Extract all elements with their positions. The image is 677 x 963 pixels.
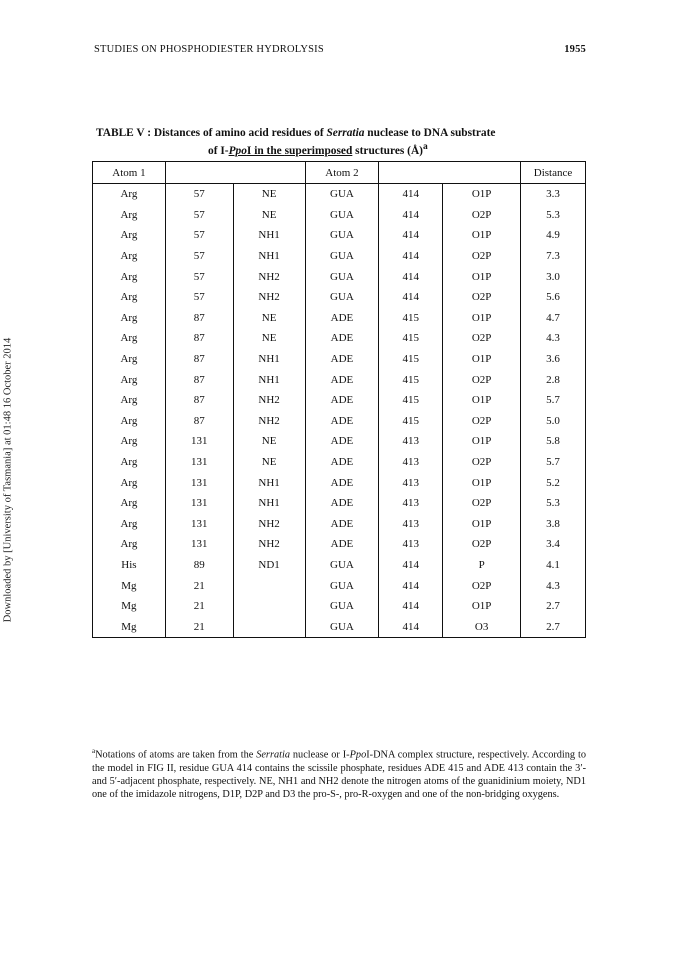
cell-residue-1: Mg [93,616,166,637]
cell-residue-2: GUA [305,246,379,267]
cell-residue-1-number: 57 [165,266,233,287]
running-head-title: STUDIES ON PHOSPHODIESTER HYDROLYSIS [94,44,324,55]
table-row [93,184,586,205]
caption-line2-mid: I in the [246,144,285,157]
cell-distance: 3.3 [521,184,586,205]
cell-residue-2-number: 415 [379,308,443,329]
cell-residue-2: GUA [305,287,379,308]
table-row [93,534,586,555]
cell-atom-1 [233,596,305,617]
cell-atom-1: NH1 [233,246,305,267]
cell-residue-2-number: 415 [379,328,443,349]
cell-atom-2: O1P [443,514,521,535]
cell-residue-2-number: 415 [379,349,443,370]
table-row [93,452,586,473]
cell-residue-1: Arg [93,390,166,411]
cell-residue-2-number: 414 [379,266,443,287]
cell-residue-2: GUA [305,616,379,637]
footnote-part-2: nuclease or I- [289,749,350,761]
cell-distance: 5.3 [521,493,586,514]
cell-residue-2-number: 414 [379,575,443,596]
cell-residue-2: GUA [305,184,379,205]
cell-residue-2: GUA [305,596,379,617]
footnote-enzyme: Ppo [349,749,367,761]
footnote-part-3: I-DNA complex structure, respectively. According to the model in FIG II, residue GUA 414 contains the scissile phosphate, residues ADE 415 and ADE 413 contain the 3′- and 5′-adjacent phosphate, respectively. NE, NH1 and NH2 denote the nitrogen atoms of the guanidinium moiety, ND1 one of the imidazole nitrogens, D1P, D2P and D3 the pro-S-, pro-R-oxygen and one of the non-bridging oxygens. [92,749,587,800]
cell-residue-1-number: 87 [165,349,233,370]
table-row [93,555,586,576]
cell-residue-1-number: 57 [165,246,233,267]
cell-residue-1: Arg [93,411,166,432]
cell-atom-1 [233,616,305,637]
cell-atom-2: O1P [443,225,521,246]
cell-residue-2: ADE [305,452,379,473]
cell-residue-2-number: 414 [379,246,443,267]
cell-distance: 2.7 [521,596,586,617]
cell-residue-2: ADE [305,431,379,452]
cell-atom-1: NH2 [233,266,305,287]
cell-distance: 4.3 [521,575,586,596]
table-row [93,266,586,287]
cell-residue-1-number: 57 [165,287,233,308]
cell-distance: 7.3 [521,246,586,267]
cell-residue-1: Arg [93,308,166,329]
header-distance: Distance [521,162,586,184]
cell-residue-2: ADE [305,534,379,555]
cell-residue-2-number: 413 [379,534,443,555]
cell-distance: 3.6 [521,349,586,370]
cell-distance: 5.6 [521,287,586,308]
cell-atom-1: NE [233,431,305,452]
caption-line-2 [96,140,596,158]
cell-residue-2-number: 414 [379,287,443,308]
table-row [93,493,586,514]
cell-residue-1-number: 87 [165,390,233,411]
cell-residue-1: Arg [93,452,166,473]
cell-residue-2: GUA [305,266,379,287]
cell-atom-1: ND1 [233,555,305,576]
cell-residue-2-number: 414 [379,555,443,576]
cell-atom-1: NH1 [233,493,305,514]
cell-atom-2: O2P [443,369,521,390]
cell-residue-1: Arg [93,246,166,267]
cell-atom-2: O1P [443,596,521,617]
header-atom-2: Atom 2 [305,162,379,184]
cell-residue-2-number: 415 [379,390,443,411]
cell-atom-1: NE [233,452,305,473]
cell-atom-1: NE [233,308,305,329]
cell-distance: 5.3 [521,205,586,226]
cell-atom-2: O2P [443,328,521,349]
table-row [93,225,586,246]
cell-residue-1-number: 87 [165,411,233,432]
cell-residue-1: Arg [93,369,166,390]
cell-residue-1: Arg [93,514,166,535]
cell-residue-1-number: 131 [165,452,233,473]
cell-residue-1-number: 89 [165,555,233,576]
cell-distance: 5.2 [521,472,586,493]
table-row [93,205,586,226]
cell-atom-2: O2P [443,575,521,596]
cell-atom-1: NH1 [233,225,305,246]
cell-residue-2: ADE [305,411,379,432]
cell-residue-2-number: 414 [379,225,443,246]
cell-atom-2: O2P [443,205,521,226]
caption-line2-suffix: structures (Å) [352,144,423,157]
cell-atom-1: NH2 [233,287,305,308]
header-blank-1 [165,162,305,184]
cell-atom-2: O1P [443,390,521,411]
table-row [93,575,586,596]
cell-residue-1-number: 131 [165,493,233,514]
caption-footnote-marker: a [422,142,428,152]
cell-residue-1: Arg [93,205,166,226]
cell-residue-2: ADE [305,328,379,349]
cell-atom-1: NH1 [233,369,305,390]
caption-line2-underlined: superimposed [284,144,353,157]
cell-residue-2-number: 414 [379,616,443,637]
table-row [93,514,586,535]
cell-residue-2: ADE [305,390,379,411]
header-blank-2 [379,162,521,184]
cell-residue-2-number: 413 [379,472,443,493]
cell-residue-2: ADE [305,349,379,370]
cell-atom-1: NH2 [233,411,305,432]
cell-distance: 4.1 [521,555,586,576]
cell-residue-2: GUA [305,225,379,246]
cell-distance: 2.7 [521,616,586,637]
cell-residue-2: ADE [305,369,379,390]
cell-residue-2: GUA [305,555,379,576]
cell-residue-2: ADE [305,472,379,493]
cell-distance: 5.7 [521,452,586,473]
cell-atom-1: NH2 [233,390,305,411]
cell-atom-2: O1P [443,472,521,493]
cell-atom-2: O2P [443,246,521,267]
cell-distance: 3.0 [521,266,586,287]
cell-distance: 4.9 [521,225,586,246]
cell-residue-1: Arg [93,349,166,370]
table-row [93,246,586,267]
caption-line-1 [96,126,596,140]
cell-distance: 4.7 [521,308,586,329]
cell-atom-2: O2P [443,452,521,473]
cell-residue-1-number: 21 [165,616,233,637]
cell-residue-2-number: 413 [379,431,443,452]
cell-residue-2-number: 413 [379,452,443,473]
table-row [93,390,586,411]
cell-residue-2-number: 413 [379,514,443,535]
table-row [93,411,586,432]
cell-residue-2-number: 415 [379,369,443,390]
cell-residue-2: ADE [305,514,379,535]
footnote-marker: a [92,747,96,755]
caption-organism: Serratia [326,127,365,139]
cell-residue-2-number: 413 [379,493,443,514]
cell-residue-1: Arg [93,184,166,205]
table-caption [96,126,596,158]
cell-atom-1: NE [233,184,305,205]
cell-distance: 3.8 [521,514,586,535]
table-row [93,287,586,308]
caption-line2-prefix: of I- [208,144,229,157]
cell-atom-2: O1P [443,431,521,452]
cell-residue-1: Arg [93,431,166,452]
caption-enzyme: Ppo [228,144,247,157]
cell-atom-2: O1P [443,266,521,287]
cell-residue-1: Arg [93,328,166,349]
cell-atom-2: O1P [443,349,521,370]
cell-atom-1: NH1 [233,349,305,370]
cell-atom-2: O2P [443,411,521,432]
cell-residue-2-number: 414 [379,596,443,617]
cell-distance: 5.8 [521,431,586,452]
cell-residue-1: Mg [93,575,166,596]
cell-distance: 4.3 [521,328,586,349]
cell-atom-1: NH2 [233,534,305,555]
cell-atom-2: O3 [443,616,521,637]
cell-atom-1: NE [233,328,305,349]
table-row [93,431,586,452]
table-body [93,184,586,638]
page-number: 1955 [564,44,586,55]
cell-residue-2: ADE [305,493,379,514]
cell-residue-1-number: 57 [165,225,233,246]
cell-residue-2-number: 414 [379,184,443,205]
cell-distance: 5.0 [521,411,586,432]
cell-residue-1-number: 131 [165,534,233,555]
footnote-organism: Serratia [256,749,290,761]
cell-distance: 3.4 [521,534,586,555]
cell-residue-1-number: 57 [165,205,233,226]
cell-residue-1: Arg [93,225,166,246]
cell-residue-1-number: 21 [165,575,233,596]
caption-after-organism: nuclease to DNA substrate [364,127,496,139]
cell-residue-2: ADE [305,308,379,329]
table-row [93,472,586,493]
cell-atom-2: O2P [443,493,521,514]
cell-atom-2: P [443,555,521,576]
cell-residue-1: His [93,555,166,576]
distance-table [92,161,586,638]
cell-distance: 2.8 [521,369,586,390]
cell-residue-2: GUA [305,575,379,596]
cell-residue-2: GUA [305,205,379,226]
cell-residue-1: Mg [93,596,166,617]
table-row [93,616,586,637]
cell-residue-1: Arg [93,534,166,555]
cell-atom-1: NE [233,205,305,226]
table-row [93,596,586,617]
cell-atom-2: O1P [443,184,521,205]
cell-distance: 5.7 [521,390,586,411]
cell-residue-2-number: 415 [379,411,443,432]
cell-residue-1: Arg [93,493,166,514]
header-atom-1: Atom 1 [93,162,166,184]
cell-residue-1-number: 131 [165,431,233,452]
cell-residue-2-number: 414 [379,205,443,226]
cell-atom-2: O2P [443,534,521,555]
cell-residue-1: Arg [93,287,166,308]
cell-residue-1-number: 131 [165,472,233,493]
table-row [93,369,586,390]
cell-residue-1: Arg [93,266,166,287]
cell-residue-1-number: 131 [165,514,233,535]
cell-atom-2: O1P [443,308,521,329]
cell-residue-1-number: 57 [165,184,233,205]
table-row [93,328,586,349]
cell-atom-1: NH2 [233,514,305,535]
cell-residue-1-number: 87 [165,328,233,349]
cell-residue-1-number: 87 [165,369,233,390]
cell-residue-1: Arg [93,472,166,493]
cell-residue-1-number: 21 [165,596,233,617]
cell-atom-1 [233,575,305,596]
cell-atom-1: NH1 [233,472,305,493]
cell-atom-2: O2P [443,287,521,308]
download-watermark-text: Downloaded by [University of Tasmania] at 01:48 16 October 2014 [2,337,14,623]
table-footnote [92,745,586,801]
table-header-row [93,162,586,184]
table-row [93,308,586,329]
footnote-part-1: Notations of atoms are taken from the [95,749,257,761]
table-row [93,349,586,370]
cell-residue-1-number: 87 [165,308,233,329]
caption-label: TABLE V : Distances of amino acid residues of [96,127,327,139]
